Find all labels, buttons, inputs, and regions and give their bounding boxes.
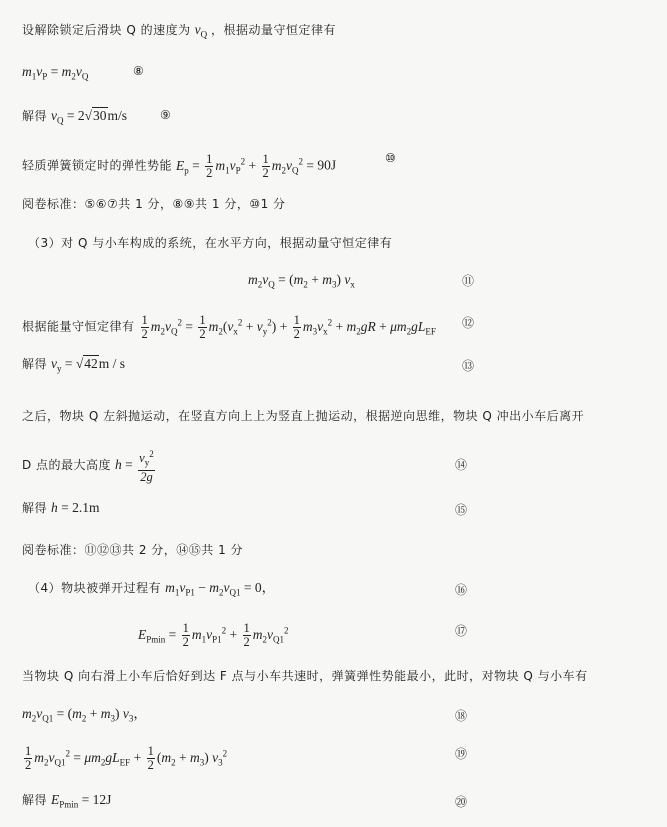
equation-11: $m_2v_Q = (m_2 + m_3)$ $v_x$ <box>248 272 355 290</box>
equation-number-19: ⑲ <box>455 747 468 761</box>
equation-8: $m_1v_P = m_2v_Q$ <box>22 64 89 82</box>
part-3-intro: （3）对 Q 与小车构成的系统，在水平方向，根据动量守恒定律有 <box>28 236 393 250</box>
equation-line-11 <box>248 270 355 295</box>
solve-label-9: 解得 <box>22 109 48 123</box>
equation-line-19 <box>22 736 227 770</box>
min-potential-text: 当物块 Q 向右滑上小车后恰好到达 F 点与小车共速时，弹簧弹性势能最小，此时，对物块 Q 与小车有 <box>22 669 588 683</box>
energy-value-10: 90J <box>317 157 337 173</box>
equation-number-8: ⑧ <box>133 64 144 78</box>
grading-note-1: 阅卷标准：⑤⑥⑦共 1 分，⑧⑨共 1 分，⑩1 分 <box>22 197 286 211</box>
oblique-projectile-text: 之后，物块 Q 左斜抛运动，在竖直方向上上为竖直上抛运动，根据逆向思维，物块 Q 冲出小车后离开 <box>22 409 585 423</box>
equation-line-8 <box>22 62 88 87</box>
max-height-label: D 点的最大高度 <box>22 458 112 472</box>
equation-line-20 <box>22 790 111 815</box>
equation-number-17: ⑰ <box>455 624 468 638</box>
equation-18: $m_2v_{Q1} = (m_2 + m_3)$ $v_3$， <box>22 706 147 724</box>
equation-13: $v_y = √42m / s$ <box>51 356 126 374</box>
equation-9: $v_Q = 2√30m/s$ <box>51 108 128 126</box>
equation-line-18 <box>22 704 147 729</box>
equation-20: $E_{Pmin} = 12J$ <box>51 792 112 810</box>
equation-line-15 <box>22 498 100 518</box>
equation-line-10 <box>22 146 337 180</box>
equation-number-13: ⑬ <box>462 359 475 373</box>
equation-12: $\frac{1}{2}$ $m_2v_Q^2$ = $\frac{1}{2}$ $m_2(v_x^2 + v_y^2)$ + $\frac{1}{2}$ $m_3v_x^2 + m_2gR + \mu m_2gL_{EF}$ <box>141 312 436 341</box>
solve-label-13: 解得 <box>22 357 48 371</box>
equation-number-18: ⑱ <box>455 709 468 723</box>
equation-14: h = $\frac{v_y^2}{2g}$ <box>115 449 154 484</box>
solve-label-15: 解得 <box>22 501 48 515</box>
equation-17: $E_{Pmin}$ = $\frac{1}{2}$ $m_1v_{P1}^2$ + $\frac{1}{2}$ $m_2v_{Q1}^2$ <box>138 620 289 649</box>
equation-16: $m_1v_{P1} - m_2v_{Q1} = 0$， <box>165 580 276 598</box>
energy-label-10: 轻质弹簧锁定时的弹性势能 <box>22 158 173 173</box>
equation-line-17 <box>138 614 289 649</box>
line-1-text-a: 设解除锁定后滑块 Q 的速度为 <box>22 23 191 37</box>
equation-number-16: ⑯ <box>455 583 468 597</box>
equation-15: h = 2.1m <box>51 500 100 515</box>
equation-vq: $v_Q$ <box>194 22 208 40</box>
text-line-1 <box>22 20 336 45</box>
equation-line-13 <box>22 354 125 379</box>
part-4-label: （4）物块被弹开过程有 <box>28 581 162 595</box>
equation-line-16 <box>28 578 275 603</box>
line-1-text-b: ，根据动量守恒定律有 <box>211 23 337 37</box>
equation-number-9: ⑨ <box>160 108 171 122</box>
equation-number-12: ⑫ <box>462 316 475 330</box>
equation-line-12 <box>22 306 436 341</box>
equation-number-11: ⑪ <box>462 274 475 288</box>
equation-number-10: ⑩ <box>385 151 396 165</box>
solve-label-20: 解得 <box>22 793 48 807</box>
energy-conservation-label: 根据能量守恒定律有 <box>22 319 135 334</box>
equation-line-9 <box>22 106 127 131</box>
grading-note-2: 阅卷标准：⑪⑫⑬共 2 分，⑭⑮共 1 分 <box>22 543 244 557</box>
equation-10: $E_p$ = $\frac{1}{2}$ $m_1v_P^2$ + $\frac{1}{2}$ $m_2v_Q^2$ = <box>176 151 315 180</box>
equation-19: $\frac{1}{2}$ $m_2v_{Q1}^2 = \mu m_2gL_{EF}$ + $\frac{1}{2}$ $(m_2 + m_3)$ $v_3^2$ <box>25 743 228 772</box>
equation-number-14: ⑭ <box>455 458 468 472</box>
equation-number-20: ⑳ <box>455 795 468 809</box>
equation-number-15: ⑮ <box>455 503 468 517</box>
equation-line-14 <box>22 448 157 482</box>
